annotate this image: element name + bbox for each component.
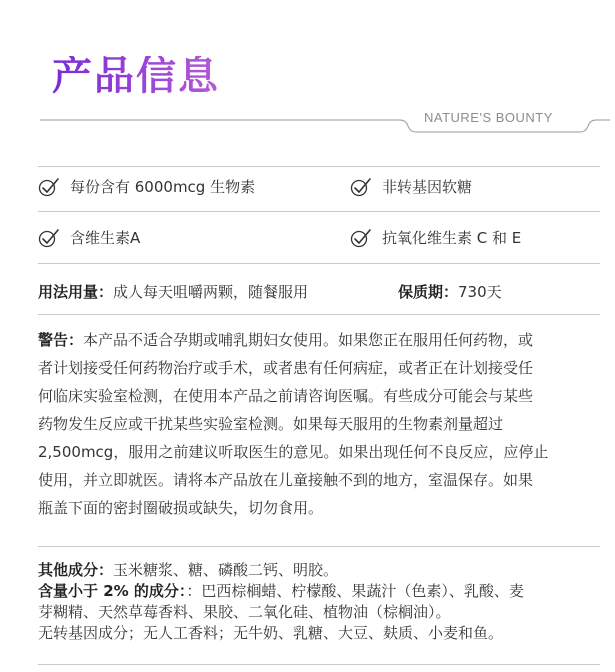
- usage-label: 用法用量：: [38, 283, 114, 301]
- divider: [38, 546, 600, 547]
- warning-line: 何临床实验室检测，在使用本产品之前请咨询医嘱。有些成分可能会与某些: [38, 387, 534, 405]
- check-icon: [38, 177, 60, 197]
- warning-label: 警告：: [38, 331, 84, 349]
- feature-non-gmo: [350, 176, 472, 197]
- usage-row: [38, 281, 308, 302]
- minor-ingredients-label: 含量小于 2% 的成分：: [38, 582, 187, 600]
- feature-vitamin-a: [38, 227, 140, 248]
- warning-line: 本产品不适合孕期或哺乳期妇女使用。如果您正在服用任何药物，或: [83, 331, 534, 349]
- minor-ingredients-line: ：巴西棕榈蜡、柠檬酸、果蔬汁（色素）、乳酸、麦: [186, 582, 524, 600]
- divider: [38, 314, 600, 315]
- divider: [38, 263, 600, 264]
- usage-value: 成人每天咀嚼两颗，随餐服用: [113, 283, 309, 301]
- brand-name: NATURE'S BOUNTY: [420, 110, 557, 125]
- warning-line: 使用，并立即就医。请将本产品放在儿童接触不到的地方，室温保存。如果: [38, 471, 534, 489]
- divider: [38, 166, 600, 167]
- shelf-life-label: 保质期：: [398, 283, 459, 301]
- check-icon: [38, 228, 60, 248]
- check-icon: [350, 177, 372, 197]
- allergen-free-line: 无转基因成分；无人工香料；无牛奶、乳糖、大豆、麸质、小麦和鱼。: [38, 624, 504, 642]
- check-icon: [350, 228, 372, 248]
- feature-label: 非转基因软糖: [382, 178, 473, 196]
- other-ingredients-label: 其他成分：: [38, 561, 114, 579]
- warning-line: 者计划接受任何药物治疗或手术，或者患有任何病症，或者正在计划接受任: [38, 359, 534, 377]
- feature-label: 每份含有 6000mcg 生物素: [70, 178, 256, 196]
- shelf-life-row: [398, 281, 502, 302]
- page-title: 产品信息: [52, 53, 220, 99]
- shelf-life-value: 730天: [458, 283, 502, 301]
- ingredients-section: [38, 560, 603, 644]
- warning-line: 药物发生反应或干扰某些实验室检测。如果每天服用的生物素剂量超过: [38, 415, 504, 433]
- divider: [38, 211, 600, 212]
- minor-ingredients-line: 芽糊精、天然草莓香料、果胶、二氧化硅、植物油（棕榈油）。: [38, 603, 451, 621]
- feature-label: 抗氧化维生素 C 和 E: [382, 229, 522, 247]
- feature-antioxidant: [350, 227, 521, 248]
- warning-line: 瓶盖下面的密封圈破损或缺失，切勿食用。: [38, 499, 324, 517]
- other-ingredients-value: 玉米糖浆、糖、磷酸二钙、明胶。: [113, 561, 339, 579]
- feature-biotin: [38, 176, 255, 197]
- warning-paragraph: [38, 326, 598, 522]
- divider: [38, 664, 600, 665]
- feature-label: 含维生素A: [70, 229, 141, 247]
- warning-line: 2,500mcg，服用之前建议听取医生的意见。如果出现任何不良反应，应停止: [38, 443, 549, 461]
